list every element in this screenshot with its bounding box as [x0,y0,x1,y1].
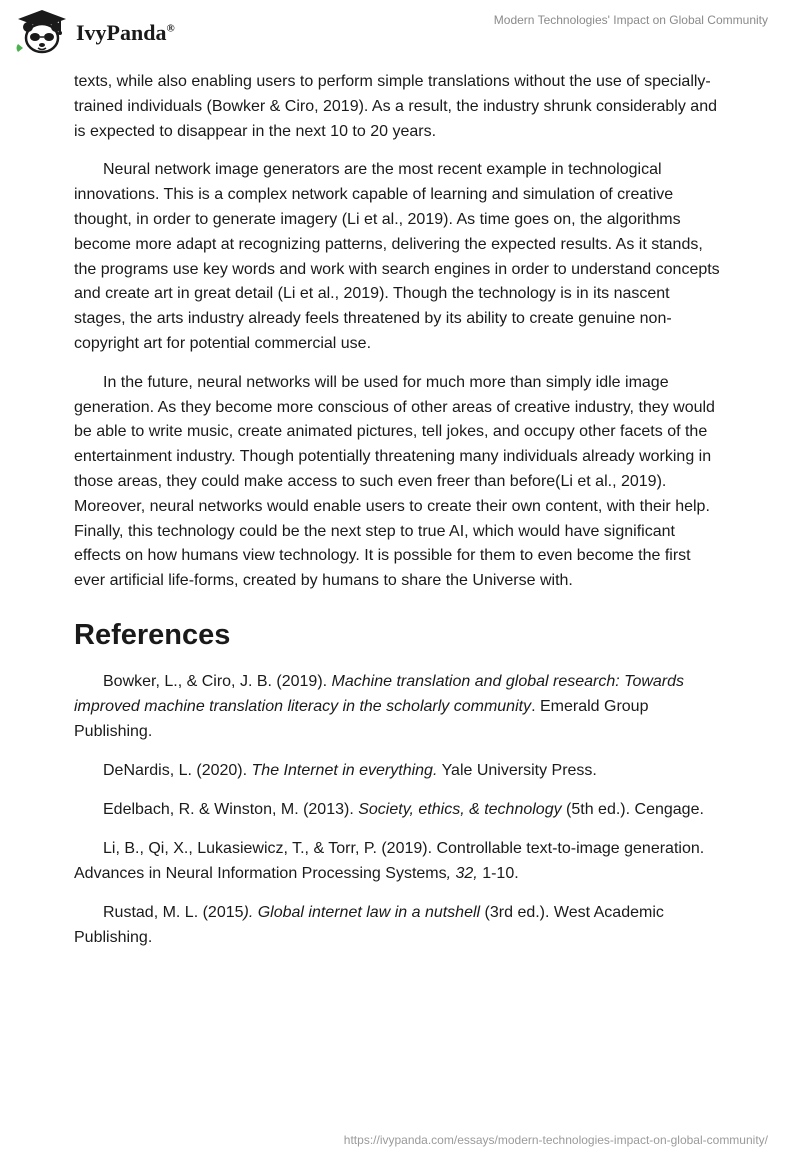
body-paragraph: texts, while also enabling users to perform simple translations without the use of specially-trained individuals (Bowker & Ciro, 2019). As a result, the industry shrunk considerably and is expected to disappear in the next 10 to 20 years. [74,73,717,140]
essay-content [74,70,724,964]
brand-name: IvyPanda® [76,20,175,45]
reference-entry: Bowker, L., & Ciro, J. B. (2019). Machine translation and global research: Towards improved machine translation literacy in the scholarly community. Emerald Group Publishing. [74,672,685,740]
page-header [0,0,800,66]
footer-source-url[interactable]: https://ivypanda.com/essays/modern-technologies-impact-on-global-community/ [343,1133,768,1147]
references-heading: References [74,618,231,651]
running-title: Modern Technologies' Impact on Global Community [493,13,768,27]
body-paragraph: Neural network image generators are the most recent example in technological innovations. This is a complex network capable of learning and simulation of creative thought, in order to generate imagery (Li et al., 2019). As time goes on, the algorithms become more adapt at recognizing patterns, delivering the expected results. As it stands, the programs use key words and work with search engines in order to understand concepts and create art in great detail (Li et al., 2019). Though the technology is in its nascent stages, the arts industry already feels threatened by its ability to create genuine non-copyright art for potential commercial use. [74,161,720,352]
reference-entry: DeNardis, L. (2020). The Internet in everything. Yale University Press. [103,761,597,779]
reference-entry: Li, B., Qi, X., Lukasiewicz, T., & Torr, P. (2019). Controllable text-to-image generation. Advances in Neural Information Processing Systems, 32, 1-10. [74,839,705,882]
panda-graduate-icon [14,8,70,56]
body-paragraph: In the future, neural networks will be used for much more than simply idle image generation. As they become more conscious of other areas of creative industry, they would be able to write music, create animated pictures, tell jokes, and occupy other facets of the entertainment industry. Though potentially threatening many individuals already working in those areas, they could make access to such even freer than before(Li et al., 2019). Moreover, neural networks would enable users to create their own content, with their help. Finally, this technology could be the next step to true AI, which would have significant effects on how humans view technology. It is possible for them to even become the first ever artificial life-forms, created by humans to share the Universe with. [74,373,715,590]
reference-entry: Edelbach, R. & Winston, M. (2013). Society, ethics, & technology (5th ed.). Cengage. [103,800,704,818]
reference-entry: Rustad, M. L. (2015). Global internet law in a nutshell (3rd ed.). West Academic Publishing. [74,903,664,946]
ivypanda-logo[interactable] [14,8,204,56]
